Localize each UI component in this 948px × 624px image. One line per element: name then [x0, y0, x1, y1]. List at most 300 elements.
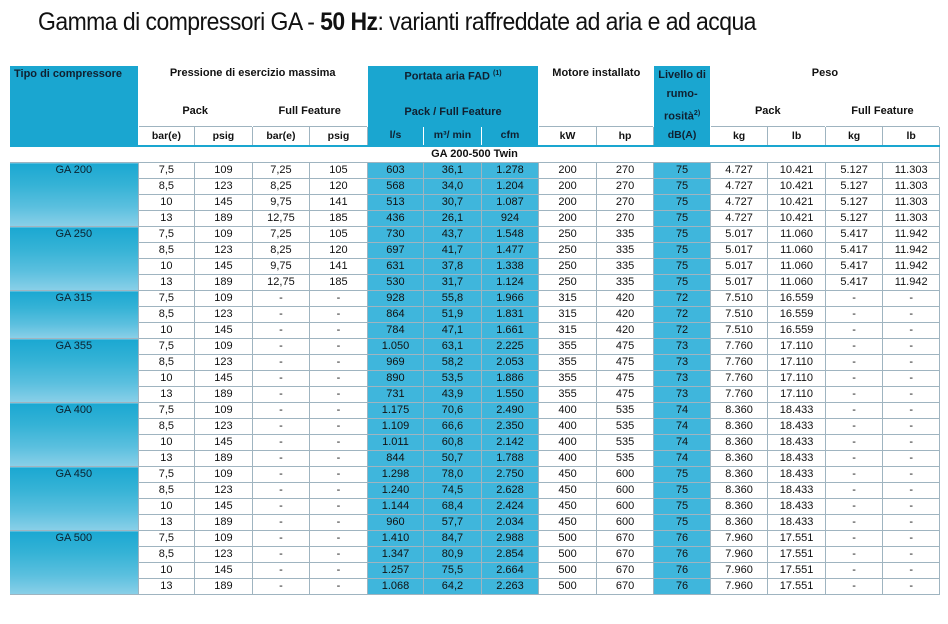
unit-dba: dB(A): [654, 127, 711, 147]
table-cell: 72: [654, 307, 711, 323]
table-cell: 600: [596, 483, 654, 499]
table-cell: 123: [195, 243, 253, 259]
table-cell: 400: [539, 403, 597, 419]
table-cell: 10.421: [768, 179, 826, 195]
table-cell: -: [825, 579, 883, 595]
table-cell: -: [883, 531, 940, 547]
table-row: [10, 467, 940, 483]
table-cell: 475: [596, 355, 654, 371]
table-cell: 600: [596, 499, 654, 515]
table-cell: -: [252, 563, 310, 579]
table-cell: -: [825, 547, 883, 563]
table-cell: 270: [596, 211, 654, 227]
table-cell: 8.360: [710, 499, 768, 515]
table-cell: 73: [654, 387, 711, 403]
table-cell: 109: [195, 339, 253, 355]
table-cell: 123: [195, 179, 253, 195]
unit-kg-ff: kg: [825, 127, 883, 147]
table-cell: 2.424: [481, 499, 539, 515]
table-cell: 75: [654, 179, 711, 195]
table-row: [10, 579, 940, 595]
table-cell: 270: [596, 163, 654, 179]
table-cell: 123: [195, 483, 253, 499]
table-cell: 75: [654, 211, 711, 227]
table-cell: 2.664: [481, 563, 539, 579]
table-cell: -: [883, 515, 940, 531]
table-cell: 17.551: [768, 579, 826, 595]
table-cell: 250: [539, 275, 597, 291]
table-cell: 7.960: [710, 579, 768, 595]
table-cell: 109: [195, 227, 253, 243]
table-cell: 11.060: [768, 259, 826, 275]
table-cell: 530: [367, 275, 424, 291]
table-row: [10, 179, 940, 195]
table-cell: 10.421: [768, 163, 826, 179]
table-cell: -: [883, 451, 940, 467]
table-cell: 1.410: [367, 531, 424, 547]
table-cell: 76: [654, 579, 711, 595]
table-cell: 18.433: [768, 499, 826, 515]
table-cell: 8,5: [138, 419, 195, 435]
table-cell: -: [252, 307, 310, 323]
table-cell: 50,7: [424, 451, 482, 467]
table-cell: 72: [654, 291, 711, 307]
table-cell: -: [883, 419, 940, 435]
table-row: [10, 563, 940, 579]
table-cell: 13: [138, 211, 195, 227]
table-cell: 600: [596, 467, 654, 483]
table-cell: 864: [367, 307, 424, 323]
table-cell: 60,8: [424, 435, 482, 451]
table-cell: 11.942: [883, 227, 940, 243]
table-cell: 145: [195, 259, 253, 275]
table-row: [10, 323, 940, 339]
table-cell: -: [252, 419, 310, 435]
table-cell: -: [883, 467, 940, 483]
header-flow-pack-ff: Pack / Full Feature: [367, 98, 539, 127]
table-row: [10, 355, 940, 371]
table-cell: 47,1: [424, 323, 482, 339]
table-row: [10, 419, 940, 435]
table-cell: 51,9: [424, 307, 482, 323]
title-suffix: : varianti raffreddate ad aria e ad acqua: [377, 8, 756, 36]
table-cell: 13: [138, 387, 195, 403]
header-pressure-full-feature: Full Feature: [252, 98, 367, 127]
table-cell: -: [883, 435, 940, 451]
table-row: [10, 291, 940, 307]
table-row: [10, 227, 940, 243]
table-cell: 75: [654, 467, 711, 483]
table-cell: 2.142: [481, 435, 539, 451]
table-cell: 1.347: [367, 547, 424, 563]
table-cell: 1.175: [367, 403, 424, 419]
table-cell: 1.966: [481, 291, 539, 307]
table-cell: 11.303: [883, 195, 940, 211]
table-cell: 4.727: [710, 163, 768, 179]
table-cell: 141: [310, 195, 368, 211]
table-cell: 84,7: [424, 531, 482, 547]
table-cell: 4.727: [710, 211, 768, 227]
table-cell: 784: [367, 323, 424, 339]
table-cell: 8,5: [138, 179, 195, 195]
table-cell: 335: [596, 259, 654, 275]
table-cell: 8,5: [138, 355, 195, 371]
header-motor: Motore installato: [539, 66, 654, 98]
header-compressor-type: Tipo di compressore: [10, 66, 138, 127]
table-cell: 109: [195, 403, 253, 419]
header-noise-footnote: 2): [693, 110, 701, 117]
table-cell: -: [883, 579, 940, 595]
table-cell: 1.831: [481, 307, 539, 323]
table-row: [10, 483, 940, 499]
table-cell: 2.750: [481, 467, 539, 483]
table-cell: 8.360: [710, 483, 768, 499]
table-cell: 145: [195, 323, 253, 339]
table-cell: 400: [539, 435, 597, 451]
table-cell: 7.510: [710, 323, 768, 339]
table-cell: 8,25: [252, 243, 310, 259]
table-cell: 400: [539, 419, 597, 435]
table-cell: -: [310, 403, 368, 419]
table-cell: 189: [195, 211, 253, 227]
table-cell: 9,75: [252, 195, 310, 211]
table-cell: 11.303: [883, 163, 940, 179]
table-cell: -: [310, 579, 368, 595]
table-cell: 7,25: [252, 163, 310, 179]
table-cell: -: [310, 483, 368, 499]
table-cell: 200: [539, 211, 597, 227]
table-cell: -: [883, 323, 940, 339]
table-cell: 109: [195, 467, 253, 483]
table-cell: 11.060: [768, 227, 826, 243]
table-cell: 76: [654, 563, 711, 579]
table-cell: 63,1: [424, 339, 482, 355]
header-flow-label: Portata aria FAD: [404, 70, 490, 83]
table-row: [10, 371, 940, 387]
table-cell: 250: [539, 243, 597, 259]
header-noise-label: Livello di rumo-rosità: [658, 69, 706, 123]
table-cell: 73: [654, 339, 711, 355]
table-cell: 924: [481, 211, 539, 227]
table-cell: 890: [367, 371, 424, 387]
table-cell: 55,8: [424, 291, 482, 307]
table-cell: -: [252, 355, 310, 371]
table-cell: -: [252, 371, 310, 387]
table-row: [10, 195, 940, 211]
model-name: GA 400: [10, 403, 138, 467]
table-cell: 535: [596, 419, 654, 435]
table-cell: 57,7: [424, 515, 482, 531]
table-cell: 8.360: [710, 451, 768, 467]
table-cell: 2.053: [481, 355, 539, 371]
table-cell: -: [310, 467, 368, 483]
table-cell: 1.886: [481, 371, 539, 387]
compressor-spec-table: [10, 66, 940, 595]
table-cell: 10: [138, 563, 195, 579]
model-name: GA 500: [10, 531, 138, 595]
table-cell: 7,5: [138, 467, 195, 483]
table-cell: 8,5: [138, 307, 195, 323]
table-cell: 73: [654, 355, 711, 371]
header-weight-pack: Pack: [710, 98, 825, 127]
table-cell: 8.360: [710, 419, 768, 435]
table-cell: 10.421: [768, 211, 826, 227]
table-cell: -: [310, 323, 368, 339]
table-cell: -: [310, 563, 368, 579]
table-cell: 75: [654, 515, 711, 531]
table-cell: 355: [539, 355, 597, 371]
header-weight: Peso: [710, 66, 939, 98]
table-cell: 26,1: [424, 211, 482, 227]
table-cell: 8.360: [710, 403, 768, 419]
table-cell: 74: [654, 435, 711, 451]
page-title: [38, 8, 756, 37]
table-cell: 420: [596, 323, 654, 339]
table-row: [10, 435, 940, 451]
unit-lb-ff: lb: [883, 127, 940, 147]
table-cell: 7.760: [710, 339, 768, 355]
table-cell: 8,5: [138, 483, 195, 499]
model-name: GA 200: [10, 163, 138, 227]
table-cell: 189: [195, 387, 253, 403]
table-cell: 670: [596, 531, 654, 547]
table-cell: 75: [654, 227, 711, 243]
table-cell: -: [883, 499, 940, 515]
table-cell: -: [883, 371, 940, 387]
unit-kw: kW: [539, 127, 597, 147]
table-cell: -: [825, 483, 883, 499]
table-cell: 7.960: [710, 531, 768, 547]
table-cell: 18.433: [768, 515, 826, 531]
table-cell: 1.477: [481, 243, 539, 259]
table-cell: 335: [596, 243, 654, 259]
table-row: [10, 515, 940, 531]
table-cell: -: [252, 547, 310, 563]
table-cell: -: [252, 403, 310, 419]
table-cell: 420: [596, 291, 654, 307]
table-cell: 5.417: [825, 259, 883, 275]
table-cell: 17.110: [768, 387, 826, 403]
table-cell: 7.960: [710, 547, 768, 563]
table-cell: 436: [367, 211, 424, 227]
table-cell: 7,5: [138, 531, 195, 547]
table-cell: 2.263: [481, 579, 539, 595]
table-cell: 355: [539, 339, 597, 355]
title-frequency: 50 Hz: [320, 8, 378, 36]
header-weight-full-feature: Full Feature: [825, 98, 939, 127]
table-cell: -: [252, 483, 310, 499]
table-cell: 7.760: [710, 355, 768, 371]
table-cell: 11.942: [883, 243, 940, 259]
table-cell: 66,6: [424, 419, 482, 435]
table-cell: 18.433: [768, 451, 826, 467]
table-cell: 31,7: [424, 275, 482, 291]
table-cell: 5.127: [825, 211, 883, 227]
table-cell: 2.854: [481, 547, 539, 563]
table-cell: 17.110: [768, 371, 826, 387]
table-cell: 7,5: [138, 163, 195, 179]
table-cell: 1.050: [367, 339, 424, 355]
table-header: [10, 66, 940, 146]
table-row: [10, 307, 940, 323]
table-cell: -: [252, 579, 310, 595]
table-cell: 189: [195, 579, 253, 595]
table-cell: 7.960: [710, 563, 768, 579]
table-cell: 36,1: [424, 163, 482, 179]
table-cell: 75: [654, 163, 711, 179]
table-cell: -: [883, 355, 940, 371]
table-cell: -: [310, 547, 368, 563]
table-cell: 123: [195, 419, 253, 435]
table-cell: 250: [539, 227, 597, 243]
header-pressure: Pressione di esercizio massima: [138, 66, 367, 98]
table-cell: 535: [596, 435, 654, 451]
table-cell: -: [825, 387, 883, 403]
table-cell: 250: [539, 259, 597, 275]
table-cell: 185: [310, 211, 368, 227]
table-cell: 1.240: [367, 483, 424, 499]
table-cell: 1.257: [367, 563, 424, 579]
table-cell: 10.421: [768, 195, 826, 211]
table-cell: 5.127: [825, 195, 883, 211]
table-cell: 145: [195, 563, 253, 579]
table-cell: 7,5: [138, 403, 195, 419]
model-name: GA 250: [10, 227, 138, 291]
table-cell: 475: [596, 339, 654, 355]
table-cell: 670: [596, 547, 654, 563]
unit-psig-ff: psig: [310, 127, 368, 147]
table-cell: 75: [654, 259, 711, 275]
table-cell: -: [310, 515, 368, 531]
table-cell: -: [825, 323, 883, 339]
table-cell: 185: [310, 275, 368, 291]
table-cell: 16.559: [768, 307, 826, 323]
table-cell: -: [310, 387, 368, 403]
table-cell: 5.017: [710, 259, 768, 275]
table-cell: 535: [596, 451, 654, 467]
table-cell: -: [883, 403, 940, 419]
unit-ls: l/s: [367, 127, 424, 147]
unit-hp: hp: [596, 127, 654, 147]
table-cell: 17.551: [768, 547, 826, 563]
table-cell: 1.124: [481, 275, 539, 291]
table-cell: 535: [596, 403, 654, 419]
table-cell: 13: [138, 515, 195, 531]
table-cell: 8.360: [710, 515, 768, 531]
table-cell: 2.628: [481, 483, 539, 499]
table-cell: 7.760: [710, 387, 768, 403]
table-cell: -: [883, 307, 940, 323]
table-cell: 109: [195, 291, 253, 307]
unit-lb-pack: lb: [768, 127, 826, 147]
table-cell: 10: [138, 323, 195, 339]
table-cell: -: [252, 467, 310, 483]
table-cell: 105: [310, 163, 368, 179]
table-cell: 355: [539, 371, 597, 387]
table-cell: -: [310, 531, 368, 547]
table-cell: 270: [596, 179, 654, 195]
table-cell: 11.942: [883, 275, 940, 291]
table-cell: 7,5: [138, 227, 195, 243]
table-cell: 18.433: [768, 483, 826, 499]
table-cell: 10: [138, 435, 195, 451]
table-cell: 1.109: [367, 419, 424, 435]
table-cell: 10: [138, 371, 195, 387]
table-row: [10, 275, 940, 291]
table-cell: 335: [596, 275, 654, 291]
table-row: [10, 403, 940, 419]
unit-kg-pack: kg: [710, 127, 768, 147]
table-cell: 74: [654, 403, 711, 419]
table-row: [10, 243, 940, 259]
table-cell: 109: [195, 531, 253, 547]
table-row: [10, 259, 940, 275]
table-cell: 5.127: [825, 163, 883, 179]
table-cell: -: [825, 371, 883, 387]
title-prefix: Gamma di compressori GA -: [38, 8, 321, 36]
table-cell: 64,2: [424, 579, 482, 595]
table-cell: 75: [654, 483, 711, 499]
table-cell: -: [825, 339, 883, 355]
table-cell: -: [252, 451, 310, 467]
table-cell: 8,5: [138, 243, 195, 259]
table-cell: 5.017: [710, 243, 768, 259]
model-name: GA 450: [10, 467, 138, 531]
table-cell: 475: [596, 371, 654, 387]
table-cell: 10: [138, 195, 195, 211]
table-cell: 631: [367, 259, 424, 275]
table-cell: 450: [539, 483, 597, 499]
table-cell: -: [310, 371, 368, 387]
table-cell: 17.110: [768, 339, 826, 355]
table-cell: 420: [596, 307, 654, 323]
table-cell: 58,2: [424, 355, 482, 371]
table-cell: -: [252, 323, 310, 339]
table-cell: -: [252, 531, 310, 547]
unit-cfm: cfm: [481, 127, 539, 147]
table-cell: 17.110: [768, 355, 826, 371]
table-cell: -: [883, 339, 940, 355]
table-cell: 1.087: [481, 195, 539, 211]
table-cell: 11.060: [768, 275, 826, 291]
table-cell: 123: [195, 307, 253, 323]
table-cell: 109: [195, 163, 253, 179]
table-cell: -: [825, 563, 883, 579]
table-cell: 78,0: [424, 467, 482, 483]
table-cell: -: [310, 291, 368, 307]
header-flow-footnote: (1): [493, 70, 502, 77]
table-cell: 12,75: [252, 211, 310, 227]
table-cell: 4.727: [710, 179, 768, 195]
table-cell: 7.760: [710, 371, 768, 387]
table-cell: -: [825, 467, 883, 483]
table-cell: 7,25: [252, 227, 310, 243]
table-cell: 11.303: [883, 179, 940, 195]
table-cell: -: [310, 435, 368, 451]
table-cell: -: [825, 291, 883, 307]
table-cell: 2.225: [481, 339, 539, 355]
table-cell: 2.490: [481, 403, 539, 419]
table-cell: 5.417: [825, 243, 883, 259]
table-cell: 189: [195, 515, 253, 531]
table-cell: 120: [310, 243, 368, 259]
table-cell: 1.068: [367, 579, 424, 595]
table-cell: 1.338: [481, 259, 539, 275]
table-cell: 4.727: [710, 195, 768, 211]
table-cell: 475: [596, 387, 654, 403]
table-cell: 200: [539, 163, 597, 179]
table-cell: -: [825, 403, 883, 419]
